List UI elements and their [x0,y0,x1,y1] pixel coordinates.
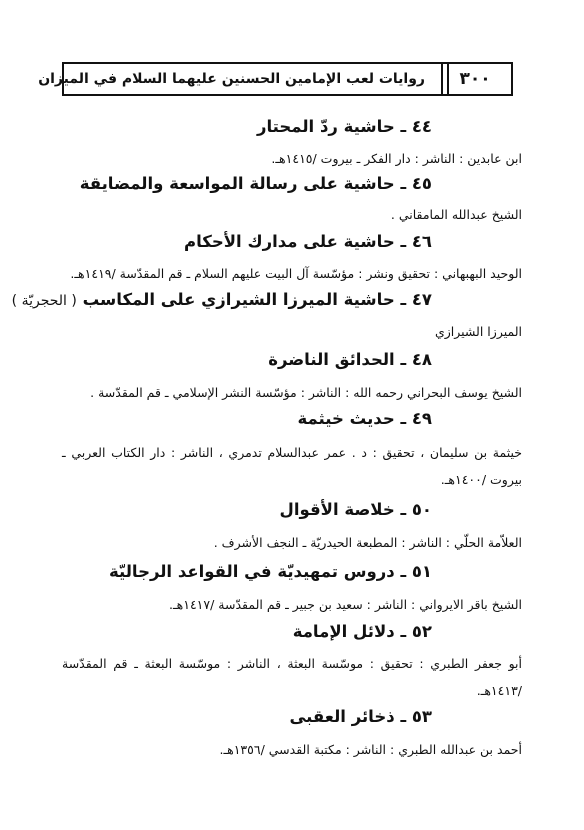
entry-info: الشيخ باقر الايرواني : الناشر : سعيد بن جبير ـ قم المقدّسة /١٤١٧هـ. [169,597,522,612]
entry-heading: ٥١ ـ دروس تمهيديّة في القواعد الرجاليّة [108,562,432,581]
entry-heading: ٤٩ ـ حديث خيثمة [297,409,432,428]
entry-heading [12,290,432,309]
entry-info-continued: بيروت /١٤٠٠هـ. [440,472,522,487]
running-title: روايات لعب الإمامين الحسنين عليهما السلام في الميزان [38,71,425,87]
entry-heading: ٤٥ ـ حاشية على رسالة المواسعة والمضايقة [79,174,432,193]
entry-heading: ٤٦ ـ حاشية على مدارك الأحكام [183,232,432,251]
entry-heading: ٥٠ ـ خلاصة الأقوال [279,500,432,519]
entry-info: الميرزا الشيرازي [434,324,522,339]
entry-heading: ٤٨ ـ الحدائق الناضرة [268,350,432,369]
entry-heading: ٥٢ ـ دلائل الإمامة [292,622,432,641]
entry-info: أبو جعفر الطبري : تحقيق : موسّسة البعثة ، الناشر : موسّسة البعثة ـ قم المقدّسة [62,656,522,671]
entry-info: أحمد بن عبدالله الطبري : الناشر : مكتبة القدسي /١٣٥٦هـ. [219,742,522,757]
entry-heading-note: ( الحجريّة ) [11,293,77,309]
entry-info-continued: /١٤١٣هـ. [476,683,522,698]
entry-info: الشيخ عبدالله المامقاني . [390,207,522,222]
entry-info: العلاّمة الحلّي : الناشر : المطبعة الحيدريّة ـ النجف الأشرف . [213,535,522,550]
entry-info: خيثمة بن سليمان ، تحقيق : د . عمر عبدالسلام تدمري ، الناشر : دار الكتاب العربي ـ [62,445,522,460]
entry-heading: ٥٣ ـ ذخائر العقبى [289,707,432,726]
entry-info: ابن عابدين : الناشر : دار الفكر ـ بيروت /١٤١٥هـ. [271,151,522,166]
entry-heading-title: ٤٧ ـ حاشية الميرزا الشيرازي على المكاسب [82,290,432,309]
page-number: ٣٠٠ [459,69,491,89]
entry-info: الشيخ يوسف البحراني رحمه الله : الناشر : مؤسّسة النشر الإسلامي ـ قم المقدّسة . [90,385,522,400]
entry-heading: ٤٤ ـ حاشية ردّ المحتار [256,117,432,136]
entry-info: الوحيد البهبهاني : تحقيق ونشر : مؤسّسة آل البيت عليهم السلام ـ قم المقدّسة /١٤١٩هـ. [70,266,522,281]
